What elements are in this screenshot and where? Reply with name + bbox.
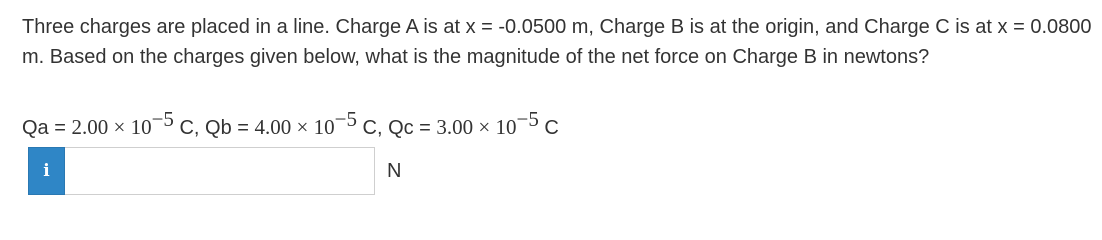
info-icon: i (43, 160, 50, 181)
qb-exponent: −5 (334, 107, 357, 131)
qc-value: 3.00 × 10 (436, 115, 517, 139)
charges-unit: C (538, 117, 559, 139)
qa-exponent: −5 (151, 107, 174, 131)
qc-exponent: −5 (516, 107, 539, 131)
qb-value: 4.00 × 10 (254, 115, 335, 139)
question-text: Three charges are placed in a line. Charge A is at x = -0.0500 m, Charge B is at the origin, and Charge C is at x = 0.0800 m. Based on the charges given below, what is the magnitude of the net force on Charge B in newtons? (22, 16, 1092, 68)
qb-label: C, Qb = (173, 117, 255, 139)
qc-label: C, Qc = (356, 117, 437, 139)
answer-row (28, 147, 375, 195)
qa-value: 2.00 × 10 (71, 115, 152, 139)
info-button[interactable] (28, 147, 65, 195)
charges-line (22, 107, 559, 143)
qa-label: Qa = (22, 117, 72, 139)
answer-input[interactable] (65, 147, 375, 195)
answer-unit: N (387, 160, 402, 182)
